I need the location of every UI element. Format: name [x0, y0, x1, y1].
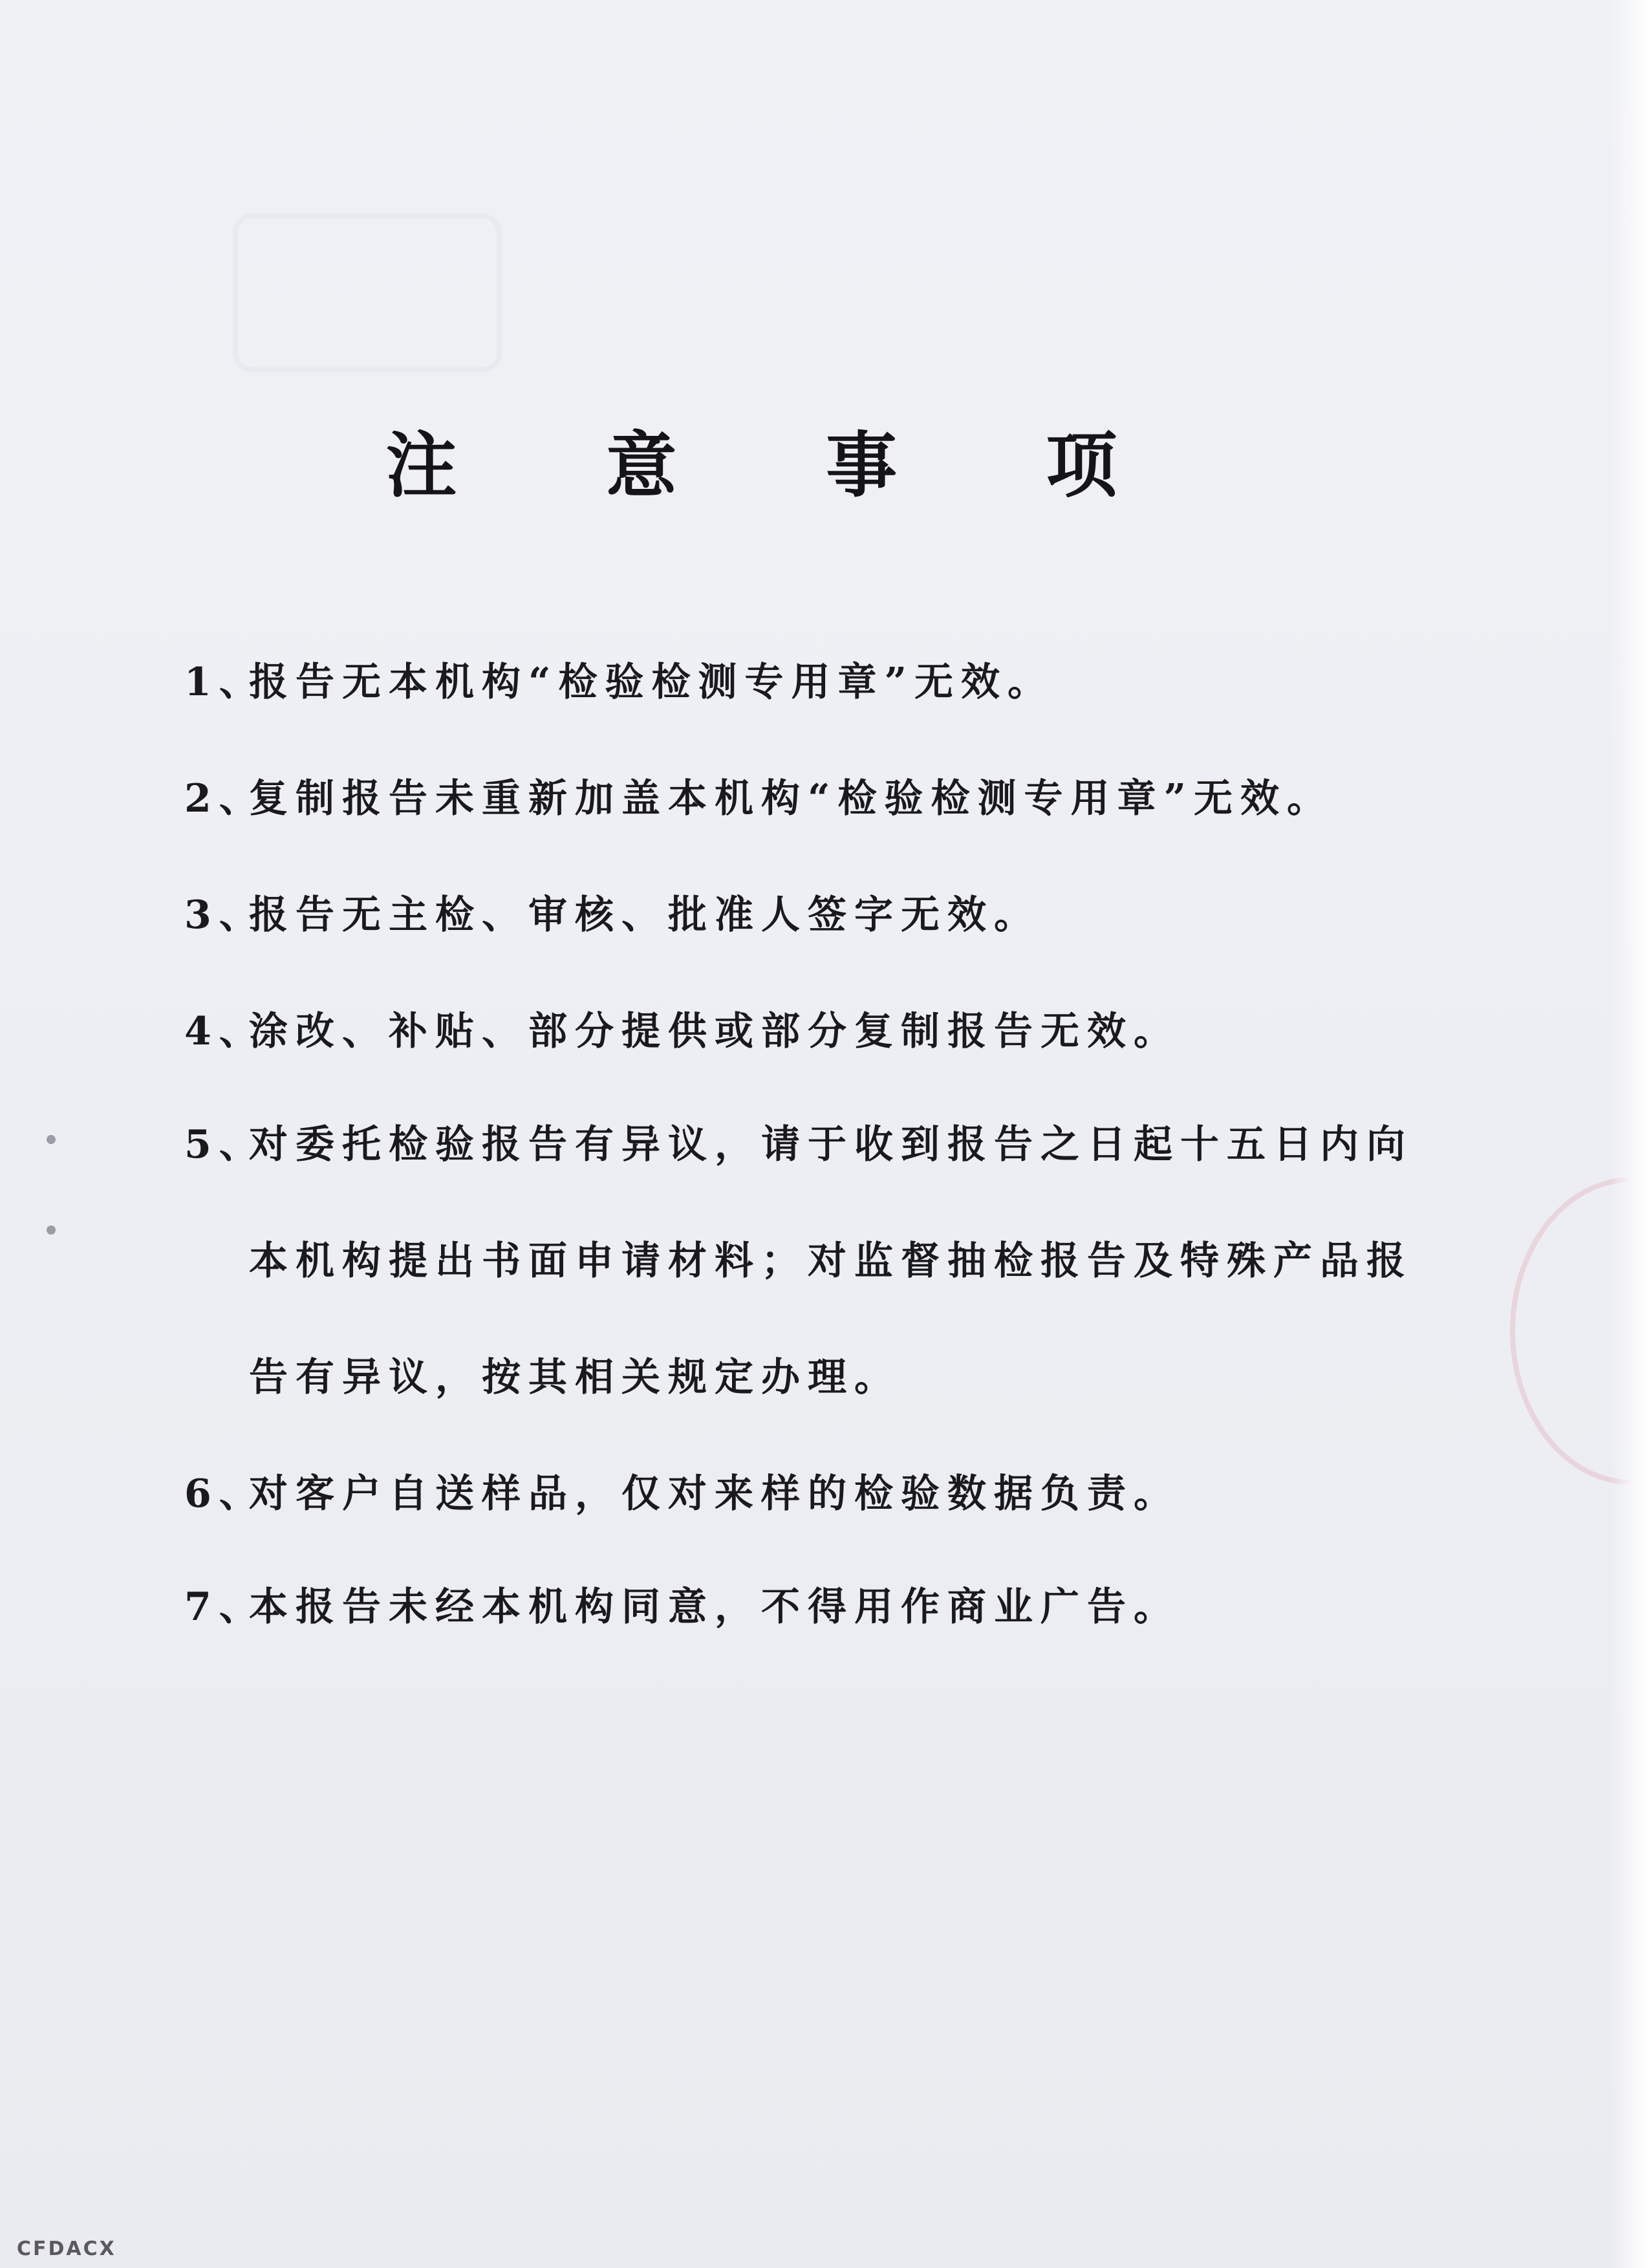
page-title: 注 意 事 项 [385, 424, 1180, 507]
notice-item-6 [184, 1468, 1180, 1520]
notice-text: 对客户自送样品，仅对来样的检验数据负责。 [249, 1471, 1180, 1517]
notice-text: 复制报告未重新加盖本机构“检验检测专用章”无效。 [249, 776, 1334, 821]
notice-number: 7、 [184, 1584, 266, 1630]
notice-text: 本报告未经本机构同意，不得用作商业广告。 [249, 1584, 1180, 1630]
faded-logo-outline [233, 213, 502, 373]
source-watermark: CFDACX [17, 2238, 116, 2260]
notice-item-7 [184, 1581, 1180, 1633]
notice-item-5 [184, 1119, 1413, 1171]
notice-item-2 [184, 773, 1333, 825]
notice-text: 报告无主检、审核、批准人签字无效。 [249, 892, 1040, 938]
notice-number: 2、 [184, 776, 266, 821]
notice-item-4 [184, 1006, 1180, 1057]
notice-number: 1、 [184, 660, 266, 705]
notice-item-3 [184, 889, 1040, 941]
paper-edge [1610, 0, 1649, 2268]
binding-hole [47, 1135, 56, 1144]
notice-item-5-continuation-2: 告有异议，按其相关规定办理。 [249, 1355, 901, 1400]
notice-number: 3、 [184, 892, 266, 938]
binding-hole [47, 1226, 56, 1235]
notice-number: 6、 [184, 1471, 266, 1517]
notice-text: 报告无本机构“检验检测专用章”无效。 [249, 660, 1055, 705]
notice-number: 4、 [184, 1009, 266, 1054]
notice-item-1 [184, 656, 1054, 708]
notice-item-5-continuation-1: 本机构提出书面申请材料；对监督抽检报告及特殊产品报 [249, 1238, 1413, 1284]
notice-text: 涂改、补贴、部分提供或部分复制报告无效。 [249, 1009, 1180, 1054]
notice-text: 对委托检验报告有异议，请于收到报告之日起十五日内向 [249, 1122, 1413, 1167]
notice-number: 5、 [184, 1122, 266, 1167]
